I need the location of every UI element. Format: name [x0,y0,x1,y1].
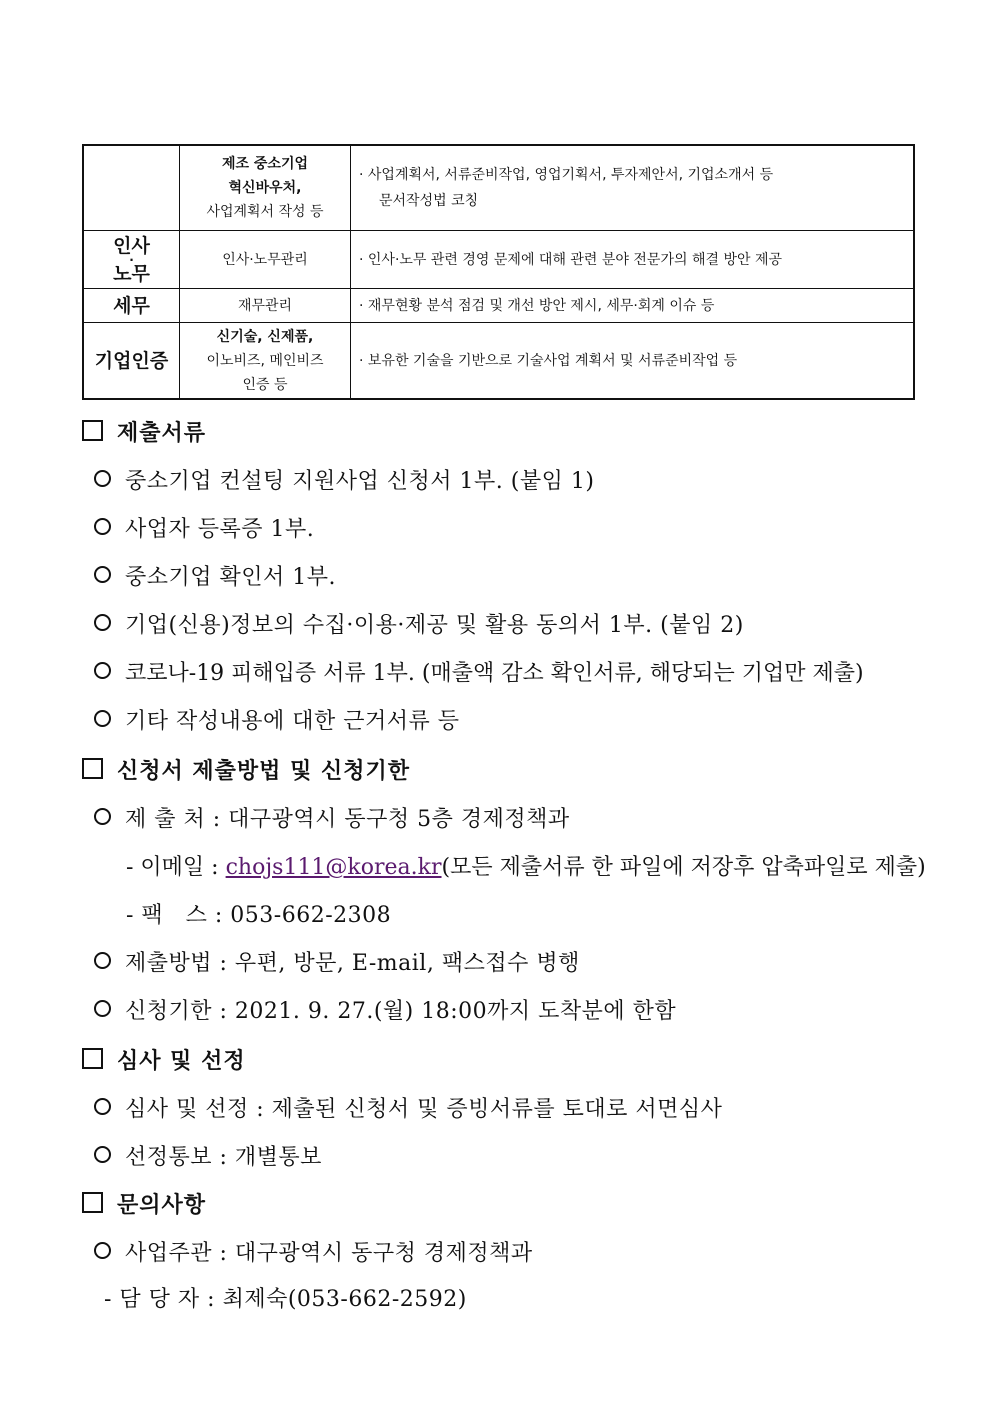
category-top: 인사 [113,234,150,257]
list-item [94,560,336,591]
description-cell [351,145,915,231]
heading-text: 문의사항 [117,1193,207,1218]
service-line: 이노비즈, 메인비즈 [206,352,324,369]
section-heading-submit [82,754,410,785]
service-line: 신기술, 신제품, [216,328,314,345]
list-item [94,656,864,687]
service-cell: 재무관리 [180,289,351,323]
description-cell: · 인사·노무 관련 경영 문제에 대해 관련 분야 전문가의 해결 방안 제공 [351,231,915,289]
circle-bullet-icon [94,808,111,825]
list-item [94,802,570,833]
category-bottom: 노무 [113,262,150,285]
service-line: 제조 중소기업 [221,156,309,172]
circle-bullet-icon [94,614,111,631]
table-row [83,323,914,400]
square-bullet-icon [82,1048,103,1069]
category-cell: 기업인증 [83,323,180,400]
item-text: 코로나-19 피해입증 서류 1부. (매출액 감소 확인서류, 해당되는 기업만 제출) [125,661,864,686]
service-cell [180,145,351,231]
table-row [83,145,914,231]
list-item [94,1236,533,1267]
email-label: - 이메일 : [126,855,226,880]
email-link[interactable]: chojs111@korea.kr [225,855,442,880]
fax-line: - 팩 스 : 053-662-2308 [126,903,392,928]
section-heading-review [82,1044,246,1075]
circle-bullet-icon [94,1000,111,1017]
service-line: 사업계획서 작성 등 [206,204,324,220]
category-cell [83,145,180,231]
list-item [94,704,460,735]
item-text: 심사 및 선정 : 제출된 신청서 및 증빙서류를 토대로 서면심사 [125,1097,723,1122]
consulting-fields-table [82,144,915,400]
square-bullet-icon [82,420,103,441]
list-item [94,464,594,495]
circle-bullet-icon [94,1098,111,1115]
item-text: 중소기업 컨설팅 지원사업 신청서 1부. (붙임 1) [125,469,595,494]
list-item [94,512,314,543]
square-bullet-icon [82,758,103,779]
service-line: 혁신바우처, [228,180,302,196]
heading-text: 심사 및 선정 [117,1049,246,1074]
list-item [94,608,744,639]
section-heading-contact [82,1188,206,1219]
circle-bullet-icon [94,566,111,583]
email-line [126,850,926,881]
item-text: 사업주관 : 대구광역시 동구청 경제정책과 [125,1241,533,1266]
description-cell: · 보유한 기술을 기반으로 기술사업 계획서 및 서류준비작업 등 [351,323,915,400]
description-line: · 사업계획서, 서류준비작업, 영업기획서, 투자제안서, 기업소개서 등 [359,167,774,183]
contact-person: - 담 당 자 : 최제숙(053-662-2592) [104,1287,467,1312]
circle-bullet-icon [94,1146,111,1163]
item-text: 기업(신용)정보의 수집·이용·제공 및 활용 동의서 1부. (붙임 2) [125,613,744,638]
table-row [83,289,914,323]
item-text: 선정통보 : 개별통보 [125,1145,322,1170]
circle-bullet-icon [94,662,111,679]
heading-text: 신청서 제출방법 및 신청기한 [117,759,411,784]
item-text: 중소기업 확인서 1부. [125,565,336,590]
circle-bullet-icon [94,518,111,535]
list-item [94,1092,722,1123]
circle-bullet-icon [94,470,111,487]
category-cell: 세무 [83,289,180,323]
item-text: 기타 작성내용에 대한 근거서류 등 [125,709,460,734]
heading-text: 제출서류 [117,421,207,446]
item-text: 제출방법 : 우편, 방문, E-mail, 팩스접수 병행 [125,951,580,976]
category-dot: · [129,252,134,267]
service-line: 인증 등 [242,376,288,393]
email-note: (모든 제출서류 한 파일에 저장후 압축파일로 제출) [441,855,926,880]
circle-bullet-icon [94,710,111,727]
section-heading-docs [82,416,206,447]
item-text: 신청기한 : 2021. 9. 27.(월) 18:00까지 도착분에 한함 [125,999,677,1024]
table-row [83,231,914,289]
list-item [94,1140,322,1171]
list-item [94,994,676,1025]
list-item [94,946,580,977]
service-cell [180,323,351,400]
circle-bullet-icon [94,1242,111,1259]
category-cell [83,231,180,289]
item-text: 제 출 처 : 대구광역시 동구청 5층 경제정책과 [125,807,570,832]
service-cell: 인사·노무관리 [180,231,351,289]
square-bullet-icon [82,1192,103,1213]
description-cell: · 재무현황 분석 점검 및 개선 방안 제시, 세무·회계 이슈 등 [351,289,915,323]
description-line: 문서작성법 코칭 [379,193,479,209]
item-text: 사업자 등록증 1부. [125,517,315,542]
circle-bullet-icon [94,952,111,969]
